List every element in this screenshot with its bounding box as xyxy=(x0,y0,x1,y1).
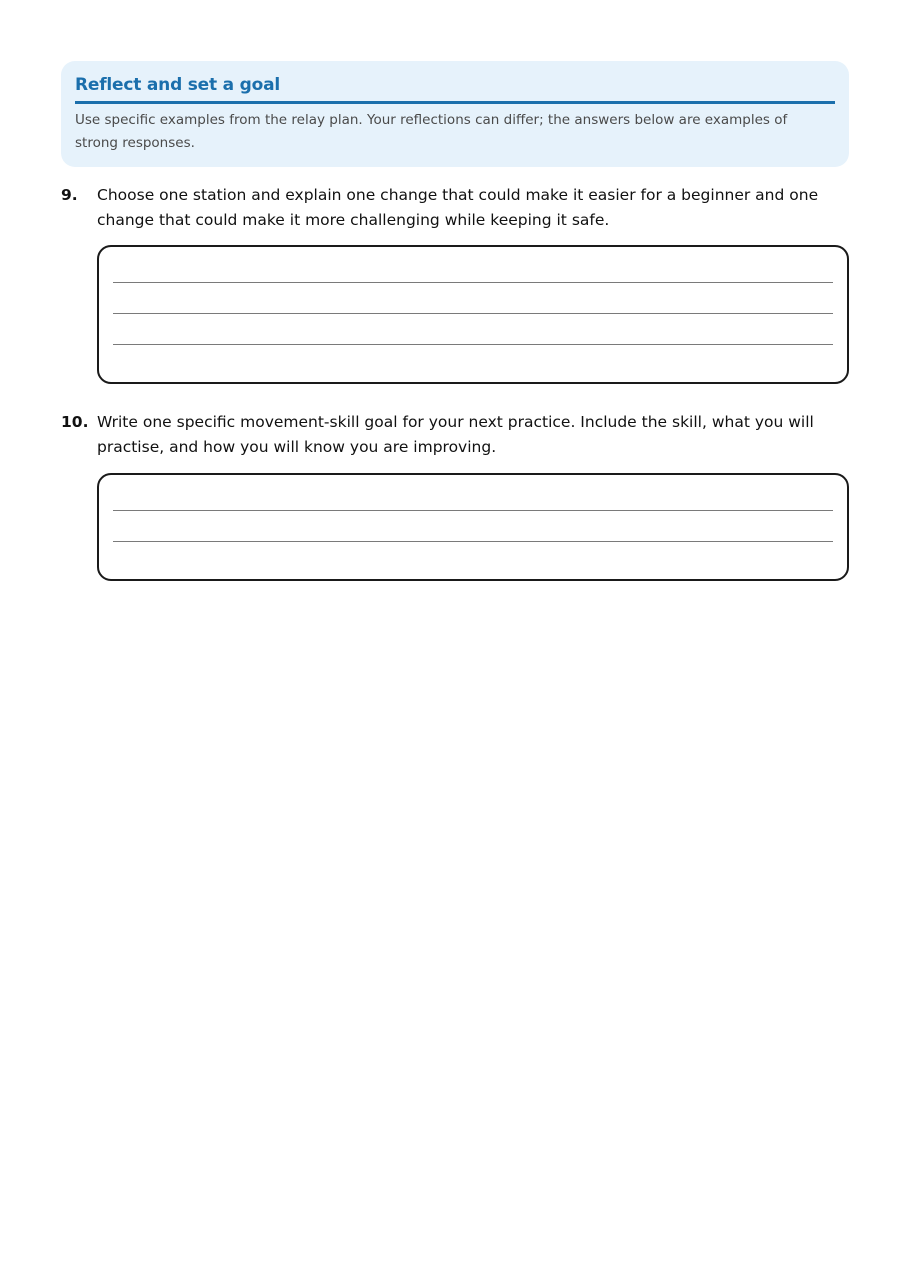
answer-box[interactable] xyxy=(97,473,849,581)
writing-line xyxy=(113,541,833,542)
section-intro: Use specific examples from the relay plan. Your reflections can differ; the answers below are examples of strong responses. xyxy=(75,112,788,151)
question-10 xyxy=(61,410,849,585)
writing-line xyxy=(113,282,833,283)
writing-line xyxy=(113,313,833,314)
section-title: Reflect and set a goal xyxy=(75,73,835,104)
answer-box[interactable] xyxy=(97,245,849,384)
question-number: 9. xyxy=(61,186,78,204)
question-9 xyxy=(61,183,849,388)
question-text: Choose one station and explain one change that could make it easier for a beginner and one change that could make it more challenging while keeping it safe. xyxy=(97,186,819,229)
section-header-box xyxy=(61,61,849,167)
question-number: 10. xyxy=(61,413,89,431)
question-text: Write one specific movement-skill goal for your next practice. Include the skill, what you will practise, and how you will know you are improving. xyxy=(97,413,814,456)
writing-line xyxy=(113,344,833,345)
writing-line xyxy=(113,510,833,511)
